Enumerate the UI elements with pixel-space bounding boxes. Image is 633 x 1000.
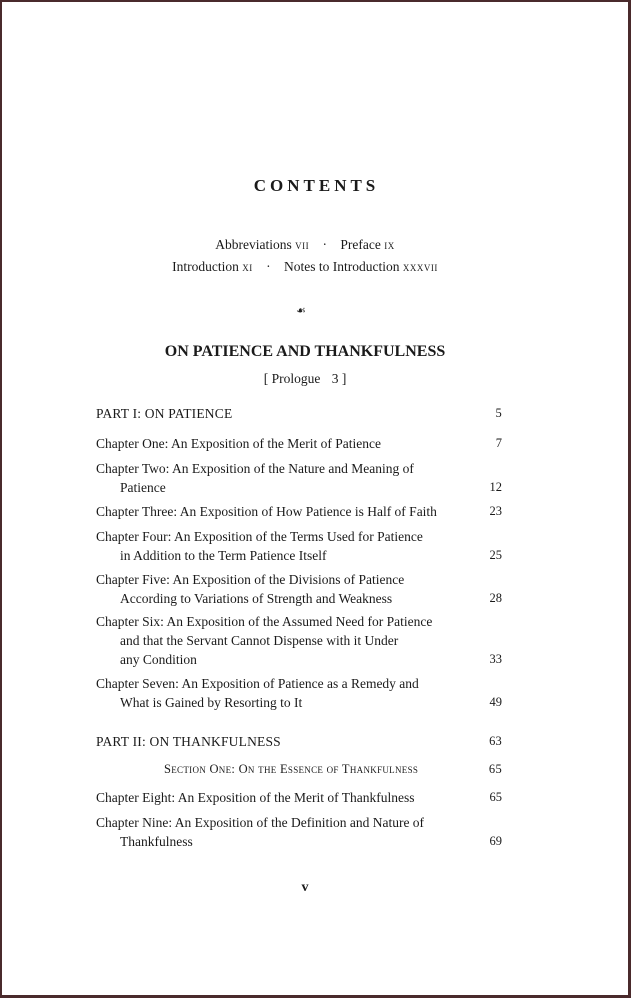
front-matter-line-1 — [0, 237, 610, 253]
toc-chapter-seven[interactable] — [96, 674, 502, 712]
prologue-label: Prologue — [271, 371, 321, 386]
toc-chapter-three[interactable] — [96, 502, 502, 521]
front-matter-notes[interactable] — [284, 259, 438, 274]
page-number-folio: v — [301, 880, 309, 895]
toc-section-one[interactable] — [96, 760, 502, 779]
toc-chapter-one[interactable] — [96, 434, 502, 453]
front-matter-introduction[interactable] — [172, 259, 256, 274]
toc-entry-title: Chapter Nine: An Exposition of the Definition and Nature of — [96, 815, 425, 830]
toc-entry-title-continued: and that the Servant Cannot Dispense with it Under — [120, 633, 399, 648]
toc-entry-title-continued: Patience — [120, 480, 166, 495]
toc-entry-title-continued: in Addition to the Term Patience Itself — [120, 548, 327, 563]
toc-entry-page: 69 — [489, 834, 502, 848]
front-matter-label: Abbreviations — [215, 237, 292, 252]
toc-entry-title: Chapter One: An Exposition of the Merit of Patience — [96, 436, 381, 451]
separator-dot: · — [322, 237, 328, 252]
bracket-open: [ — [263, 371, 269, 386]
front-matter-page: xxxvii — [402, 259, 438, 274]
toc-entry-page: 12 — [489, 480, 502, 494]
toc-entry-page: 23 — [489, 504, 502, 518]
front-matter-page: ix — [384, 237, 395, 252]
front-matter-label: Notes to Introduction — [284, 259, 400, 274]
toc-chapter-nine[interactable] — [96, 813, 502, 851]
front-matter-line-2 — [0, 259, 610, 275]
prologue-page: 3 — [331, 371, 339, 386]
bracket-close: ] — [341, 371, 347, 386]
separator-dot: · — [266, 259, 271, 274]
toc-entry-title: Section One: On the Essence of Thankfulness — [164, 762, 419, 776]
toc-chapter-two[interactable] — [96, 459, 502, 497]
toc-entry-page: 28 — [489, 591, 502, 605]
toc-part-2[interactable] — [96, 732, 502, 751]
front-matter-label: Introduction — [172, 259, 239, 274]
toc-entry-page: 5 — [495, 406, 502, 420]
toc-entry-title-continued: According to Variations of Strength and Weakness — [120, 591, 393, 606]
toc-entry-page: 65 — [489, 790, 502, 804]
contents-heading: CONTENTS — [253, 176, 380, 195]
toc-entry-title: PART I: ON PATIENCE — [96, 406, 233, 421]
book-title: ON PATIENCE AND THANKFULNESS — [164, 343, 446, 360]
fleuron-ornament-icon: ☙ — [296, 305, 306, 317]
toc-entry-page: 33 — [489, 652, 502, 666]
toc-entry-page: 65 — [488, 762, 502, 776]
toc-chapter-eight[interactable] — [96, 788, 502, 807]
toc-entry-title: Chapter Three: An Exposition of How Patience is Half of Faith — [96, 504, 437, 519]
toc-entry-title-continued: any Condition — [120, 652, 197, 667]
toc-entry-title: PART II: ON THANKFULNESS — [96, 734, 281, 749]
toc-chapter-six[interactable] — [96, 612, 502, 669]
toc-chapter-four[interactable] — [96, 527, 502, 565]
toc-entry-title: Chapter Six: An Exposition of the Assumed Need for Patience — [96, 614, 433, 629]
toc-chapter-five[interactable] — [96, 570, 502, 608]
front-matter-preface[interactable] — [340, 237, 394, 252]
toc-entry-title: Chapter Five: An Exposition of the Divisions of Patience — [96, 572, 405, 587]
toc-entry-title: Chapter Eight: An Exposition of the Merit of Thankfulness — [96, 790, 415, 805]
toc-entry-title-continued: What is Gained by Resorting to It — [120, 695, 303, 710]
toc-entry-title: Chapter Seven: An Exposition of Patience as a Remedy and — [96, 676, 419, 691]
prologue-entry[interactable] — [0, 371, 610, 387]
toc-entry-page: 49 — [489, 695, 502, 709]
front-matter-page: vii — [295, 237, 310, 252]
front-matter-label: Preface — [340, 237, 381, 252]
front-matter-abbreviations[interactable] — [215, 237, 312, 252]
toc-part-1[interactable] — [96, 404, 502, 423]
toc-entry-page: 25 — [489, 548, 502, 562]
toc-entry-page: 63 — [489, 734, 502, 748]
toc-entry-title: Chapter Two: An Exposition of the Nature and Meaning of — [96, 461, 414, 476]
toc-entry-title-continued: Thankfulness — [120, 834, 193, 849]
toc-entry-title: Chapter Four: An Exposition of the Terms Used for Patience — [96, 529, 423, 544]
front-matter-page: xi — [242, 259, 253, 274]
toc-entry-page: 7 — [495, 436, 502, 450]
